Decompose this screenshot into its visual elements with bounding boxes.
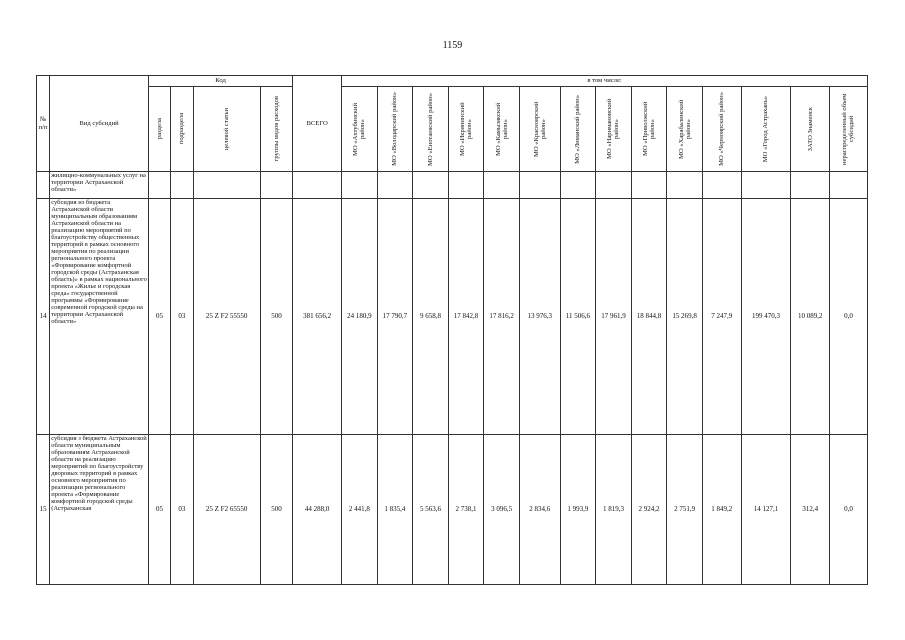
table-row [37, 172, 868, 199]
row-num: 14 [37, 199, 50, 435]
header-district: МО «Лиманский район» [560, 87, 596, 172]
row-value [791, 172, 830, 199]
header-code-expense-group: группы видов расходов [260, 87, 293, 172]
row-section: 05 [148, 435, 170, 585]
row-value: 0,0 [830, 199, 868, 435]
row-num [37, 172, 50, 199]
row-value: 3 096,5 [484, 435, 520, 585]
row-value: 1 993,9 [560, 435, 596, 585]
row-target: 25 Z F2 65550 [193, 435, 260, 585]
header-total: ВСЕГО [293, 76, 342, 172]
row-value [342, 172, 378, 199]
row-value: 24 180,9 [342, 199, 378, 435]
row-value: 17 816,2 [484, 199, 520, 435]
row-value: 18 844,8 [631, 199, 667, 435]
row-expense-group: 500 [260, 199, 293, 435]
row-description: субсидия из бюджета Астраханской области муниципальным образованиям Астраханской области на реализацию мероприятий по благоустройству общественных территорий в рамках основного мероприятия по реализации регионального проекта «Формирование комфортной городской среды (Астраханская область)» в рамках национального проекта «Жилье и городская среда» государственной программы «Формирование современной городской среды на территории Астраханской области» [50, 199, 149, 435]
row-section [148, 172, 170, 199]
row-value: 11 506,6 [560, 199, 596, 435]
header-district: ЗАТО Знаменск [791, 87, 830, 172]
row-value [413, 172, 449, 199]
row-value: 2 924,2 [631, 435, 667, 585]
row-description: субсидия з бюджета Астраханской области муниципальным образованиям Астраханской области на реализацию мероприятий по благоустройству дворовых территорий в рамках основного мероприятия по реализации регионального проекта «Формирование комфортной городской среды (Астраханская [50, 435, 149, 585]
header-district: МО «Город Астрахань» [741, 87, 791, 172]
header-district: МО «Наримановский район» [596, 87, 632, 172]
header-district: МО «Камызякский район» [484, 87, 520, 172]
row-total [293, 172, 342, 199]
table-header [37, 76, 868, 172]
header-district: МО «Ахтубинский район» [342, 87, 378, 172]
row-subsection: 03 [171, 435, 193, 585]
row-subsection [171, 172, 193, 199]
page-number: 1159 [442, 40, 463, 51]
subsidy-table [36, 75, 868, 585]
header-code-group: Код [148, 76, 292, 87]
row-value: 2 738,1 [448, 435, 484, 585]
row-value [667, 172, 703, 199]
row-value: 13 976,3 [519, 199, 560, 435]
row-value: 312,4 [791, 435, 830, 585]
row-subsection: 03 [171, 199, 193, 435]
table-row [37, 199, 868, 435]
row-value: 17 842,8 [448, 199, 484, 435]
row-target: 25 Z F2 55550 [193, 199, 260, 435]
row-value: 17 790,7 [377, 199, 413, 435]
row-description: жилищно-коммунальных услуг на территории Астраханской области» [50, 172, 149, 199]
row-value: 7 247,9 [702, 199, 741, 435]
row-value: 5 563,6 [413, 435, 449, 585]
row-value [377, 172, 413, 199]
row-value: 2 751,9 [667, 435, 703, 585]
row-value: 1 835,4 [377, 435, 413, 585]
row-value: 1 819,3 [596, 435, 632, 585]
row-total: 44 288,0 [293, 435, 342, 585]
row-value: 17 961,9 [596, 199, 632, 435]
row-value: 10 089,2 [791, 199, 830, 435]
row-value [519, 172, 560, 199]
row-value: 1 849,2 [702, 435, 741, 585]
row-value [596, 172, 632, 199]
row-value: 14 127,1 [741, 435, 791, 585]
row-value: 9 658,8 [413, 199, 449, 435]
row-section: 05 [148, 199, 170, 435]
header-district: МО «Володарский район» [377, 87, 413, 172]
row-value [702, 172, 741, 199]
row-value [560, 172, 596, 199]
row-value: 2 834,6 [519, 435, 560, 585]
header-district: МО «Красноярский район» [519, 87, 560, 172]
header-district: МО «Енотаевский район» [413, 87, 449, 172]
header-district: МО «Икрянинский район» [448, 87, 484, 172]
header-district: МО «Черноярский район» [702, 87, 741, 172]
row-expense-group [260, 172, 293, 199]
row-value [448, 172, 484, 199]
row-value [830, 172, 868, 199]
row-value [631, 172, 667, 199]
row-value: 2 441,8 [342, 435, 378, 585]
row-value: 0,0 [830, 435, 868, 585]
header-district: МО «Приволжский район» [631, 87, 667, 172]
header-including: в том числе: [342, 76, 868, 87]
header-code-target: целевой статьи [193, 87, 260, 172]
header-code-section: раздела [148, 87, 170, 172]
row-value [741, 172, 791, 199]
header-district: нераспределенный объем субсидий [830, 87, 868, 172]
row-expense-group: 500 [260, 435, 293, 585]
row-total: 381 656,2 [293, 199, 342, 435]
header-num: № п/п [37, 76, 50, 172]
header-district: МО «Харабалинский район» [667, 87, 703, 172]
table-row [37, 435, 868, 585]
row-num: 15 [37, 435, 50, 585]
header-code-subsection: подраздела [171, 87, 193, 172]
row-value [484, 172, 520, 199]
row-value: 199 470,3 [741, 199, 791, 435]
row-target [193, 172, 260, 199]
row-value: 15 269,8 [667, 199, 703, 435]
header-type: Вид субсидий [50, 76, 149, 172]
